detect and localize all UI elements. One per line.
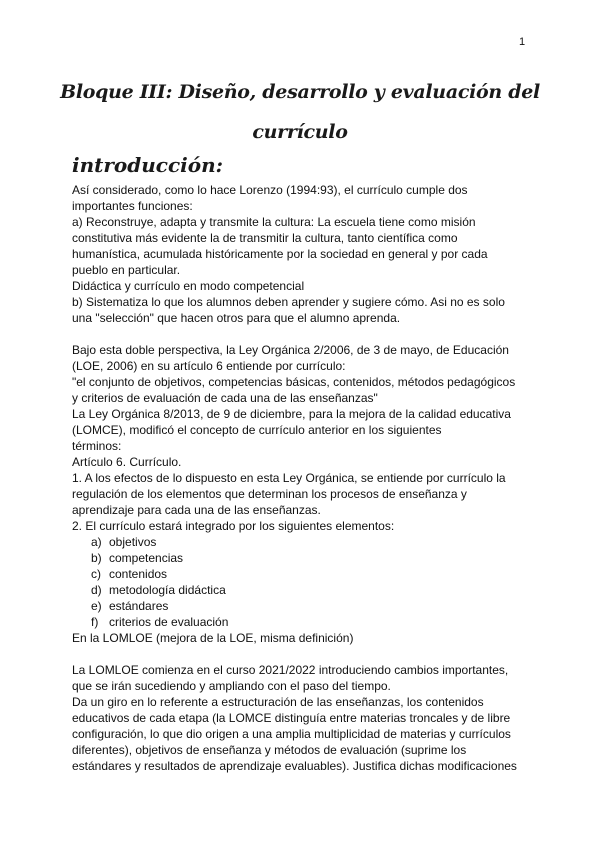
paragraph-line: En la LOMLOE (mejora de la LOE, misma definición)	[72, 631, 354, 645]
paragraph-line: constitutiva más evidente la de transmitir la cultura, tanto científica como	[72, 231, 458, 245]
paragraph-line: 2. El currículo estará integrado por los siguientes elementos:	[72, 519, 395, 533]
list-item	[72, 550, 532, 566]
paragraph-line: humanística, acumulada históricamente por la sociedad en general y por cada	[72, 247, 488, 261]
paragraph-line: educativos de cada etapa (la LOMCE distinguía entre materias troncales y de libre	[72, 711, 511, 725]
list-item-text: contenidos	[109, 567, 168, 581]
list-item	[72, 614, 532, 630]
paragraph-line: Así considerado, como lo hace Lorenzo (1994:93), el currículo cumple dos	[72, 183, 468, 197]
paragraph-line: una "selección" que hacen otros para que el alumno aprenda.	[72, 311, 401, 325]
paragraph-line: diferentes), objetivos de enseñanza y métodos de evaluación (suprime los	[72, 743, 467, 757]
paragraph-line: Bajo esta doble perspectiva, la Ley Orgánica 2/2006, de 3 de mayo, de Educación	[72, 343, 509, 357]
paragraph-line: b) Sistematiza lo que los alumnos deben aprender y sugiere cómo. Asi no es solo	[72, 295, 505, 309]
page-number: 1	[519, 36, 526, 48]
list-item-text: estándares	[109, 599, 169, 613]
paragraph-line: (LOMCE), modificó el concepto de currículo anterior en los siguientes	[72, 423, 442, 437]
list-marker: e)	[91, 599, 102, 613]
blank-line	[72, 326, 532, 342]
paragraph-line: La Ley Orgánica 8/2013, de 9 de diciembre, para la mejora de la calidad educativa	[72, 407, 511, 421]
list-item-text: criterios de evaluación	[109, 615, 229, 629]
list-item-text: metodología didáctica	[109, 583, 226, 597]
article-heading: Artículo 6. Currículo.	[72, 455, 182, 469]
list-item-text: competencias	[109, 551, 184, 565]
list-marker: a)	[91, 535, 102, 549]
paragraph-line: importantes funciones:	[72, 199, 193, 213]
list-item	[72, 598, 532, 614]
paragraph-line: regulación de los elementos que determinan los procesos de enseñanza y	[72, 487, 467, 501]
list-item	[72, 582, 532, 598]
blank-line	[72, 646, 532, 662]
paragraph-line: términos:	[72, 439, 122, 453]
quote-line: y criterios de evaluación de cada una de las enseñanzas"	[72, 391, 378, 405]
paragraph-line: (LOE, 2006) en su artículo 6 entiende por currículo:	[72, 359, 346, 373]
list-marker: f)	[91, 615, 99, 629]
paragraph-line: Didáctica y currículo en modo competencial	[72, 279, 305, 293]
document-body	[72, 182, 532, 774]
list-item	[72, 534, 532, 550]
list-marker: c)	[91, 567, 101, 581]
list-marker: b)	[91, 551, 102, 565]
list-marker: d)	[91, 583, 102, 597]
paragraph-line: aprendizaje para cada una de las enseñanzas.	[72, 503, 321, 517]
paragraph-line: La LOMLOE comienza en el curso 2021/2022 introduciendo cambios importantes,	[72, 663, 509, 677]
paragraph-line: 1. A los efectos de lo dispuesto en esta Ley Orgánica, se entiende por currículo la	[72, 471, 506, 485]
paragraph-line: que se irán sucediendo y ampliando con el paso del tiempo.	[72, 679, 391, 693]
paragraph-line: Da un giro en lo referente a estructuración de las enseñanzas, los contenidos	[72, 695, 484, 709]
paragraph-line: configuración, lo que dio origen a una amplia multiplicidad de materias y currículos	[72, 727, 511, 741]
quote-line: "el conjunto de objetivos, competencias básicas, contenidos, métodos pedagógicos	[72, 375, 516, 389]
paragraph-line: pueblo en particular.	[72, 263, 181, 277]
document-title-line-1: Bloque III: Diseño, desarrollo y evaluación del	[60, 81, 540, 103]
section-heading: introducción:	[72, 153, 223, 177]
paragraph-line: a) Reconstruye, adapta y transmite la cultura: La escuela tiene como misión	[72, 215, 476, 229]
list-item	[72, 566, 532, 582]
list-item-text: objetivos	[109, 535, 157, 549]
document-title-line-2: currículo	[252, 121, 348, 143]
paragraph-line: estándares y resultados de aprendizaje evaluables). Justifica dichas modificaciones	[72, 759, 517, 773]
